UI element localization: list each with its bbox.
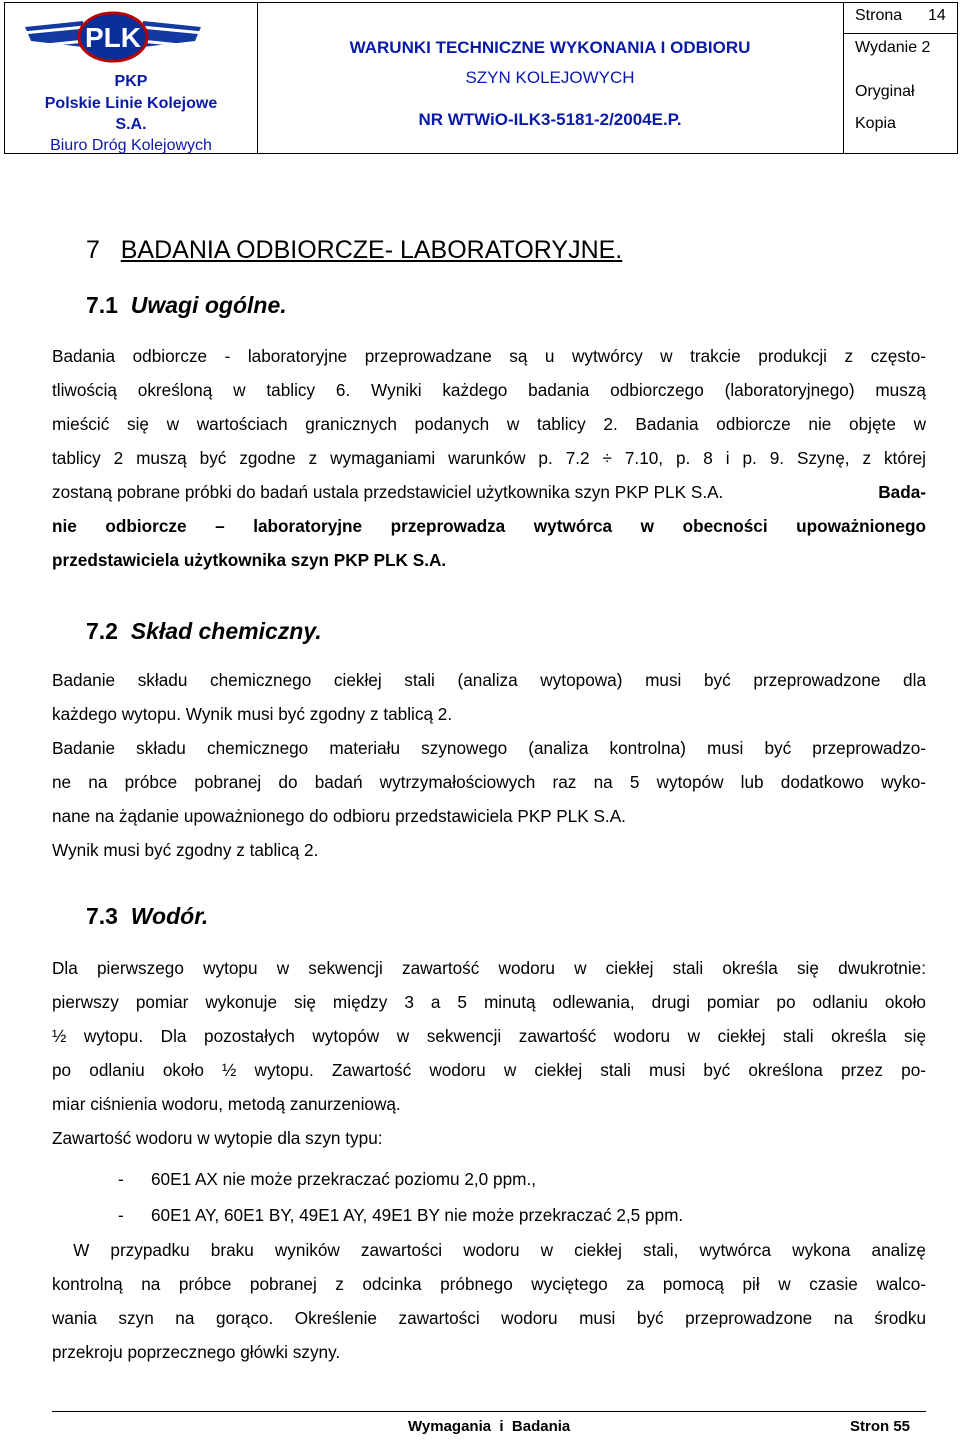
list-item-text: 60E1 AX nie może przekraczać poziomu 2,0 ppm., (151, 1169, 537, 1189)
header-title-cell (257, 3, 844, 153)
section-7-2-body (52, 663, 926, 867)
text-line: ½ wytopu. Dla pozostałych wytopów w sekwencji zawartość wodoru w ciekłej stali określa się (52, 1026, 926, 1046)
text-line-bold: nie odbiorcze – laboratoryjne przeprowadza wytwórca w obecności upoważnionego (52, 516, 926, 536)
org-unit: Biuro Dróg Kolejowych (50, 137, 212, 154)
section-7-2-heading (86, 618, 322, 645)
section-number: 7 (86, 236, 100, 264)
section-7-1-body (52, 339, 926, 577)
doc-title: WARUNKI TECHNICZNE WYKONANIA I ODBIORU (349, 38, 751, 57)
section-number: 7.2 (86, 618, 118, 644)
text-segment-bold: Bada- (878, 482, 926, 502)
header-page-cell (843, 3, 957, 153)
text-line: tablicy 2 muszą być zgodne z wymaganiami warunków p. 7.2 ÷ 7.10, p. 8 i p. 9. Szynę, z której (52, 448, 926, 468)
section-7-heading (86, 236, 622, 265)
footer-left: Wymagania i Badania (408, 1418, 571, 1435)
bullet-marker: - (118, 1205, 124, 1225)
text-line: ne na próbce pobranej do badań wytrzymałościowych raz na 5 wytopów lub dodatkowo wyko- (52, 772, 926, 792)
page-number: 14 (928, 7, 946, 24)
text-line: tliwością określoną w tablicy 6. Wyniki każdego badania odbiorczego (laboratoryjnego) muszą (52, 380, 926, 400)
page-label: Strona (855, 7, 903, 24)
list-item (118, 1169, 537, 1190)
footer-page-count: Stron 55 (850, 1418, 911, 1435)
section-title: Skład chemiczny. (130, 618, 322, 644)
footer-divider (52, 1411, 926, 1412)
text-line: pierwszy pomiar wykonuje się między 3 a 5 minutą odlewania, drugi pomiar po odlaniu około (52, 992, 926, 1012)
text-line (52, 475, 926, 509)
list-item (118, 1205, 684, 1226)
list-item-text: 60E1 AY, 60E1 BY, 49E1 AY, 49E1 BY nie może przekraczać 2,5 ppm. (151, 1205, 684, 1225)
doc-subject: SZYN KOLEJOWYCH (465, 68, 635, 87)
text-line: Badanie składu chemicznego ciekłej stali (analiza wytopowa) musi być przeprowadzone dla (52, 670, 926, 690)
section-title: Wodór. (130, 903, 209, 929)
section-7-3-heading (86, 903, 208, 930)
edition: Wydanie 2 (855, 39, 931, 56)
section-7-3-body-2 (52, 1233, 926, 1369)
text-line: Wynik musi być zgodny z tablicą 2. (52, 840, 319, 860)
org-name: Polskie Linie Kolejowe (44, 95, 218, 112)
section-number: 7.1 (86, 292, 118, 318)
text-line: Zawartość wodoru w wytopie dla szyn typu: (52, 1128, 383, 1148)
original-label: Oryginał (855, 83, 915, 100)
doc-number: NR WTWiO-ILK3-5181-2/2004E.P. (418, 110, 682, 129)
text-line: wania szyn na gorąco. Określenie zawartości wodoru musi być przeprowadzone na środku (52, 1308, 926, 1328)
text-line: po odlaniu około ½ wytopu. Zawartość wodoru w ciekłej stali musi być określona przez po- (52, 1060, 926, 1080)
section-7-3-body (52, 951, 926, 1155)
text-line-bold: przedstawiciela użytkownika szyn PKP PLK S.A. (52, 550, 447, 570)
plk-logo (23, 7, 203, 69)
text-line: Dla pierwszego wytopu w sekwencji zawartość wodoru w ciekłej stali określa się dwukrotnie: (52, 958, 926, 978)
logo-text: PLK (85, 22, 141, 53)
section-7-1-heading (86, 292, 287, 319)
text-line: miar ciśnienia wodoru, metodą zanurzeniową. (52, 1094, 401, 1114)
header-org-cell (5, 3, 258, 153)
org-short: PKP (114, 73, 148, 90)
bullet-marker: - (118, 1169, 124, 1189)
page-divider (843, 33, 957, 34)
text-line: przekroju poprzecznego główki szyny. (52, 1342, 341, 1362)
text-segment: zostaną pobrane próbki do badań ustala przedstawiciel użytkownika szyn PKP PLK S.A. (52, 482, 724, 502)
copy-label: Kopia (855, 115, 896, 132)
section-title: BADANIA ODBIORCZE- LABORATORYJNE. (120, 236, 623, 264)
text-line: nane na żądanie upoważnionego do odbioru przedstawiciela PKP PLK S.A. (52, 806, 626, 826)
text-line: Badanie składu chemicznego materiału szynowego (analiza kontrolna) musi być przeprowadzo- (52, 738, 926, 758)
section-number: 7.3 (86, 903, 118, 929)
document-header (4, 2, 958, 154)
text-line: mieścić się w wartościach granicznych podanych w tablicy 2. Badania odbiorcze nie objęte w (52, 414, 926, 434)
text-line: W przypadku braku wyników zawartości wodoru w ciekłej stali, wytwórca wykona analizę (52, 1240, 926, 1260)
org-sa: S.A. (115, 116, 147, 133)
text-line: każdego wytopu. Wynik musi być zgodny z tablicą 2. (52, 704, 453, 724)
text-line: kontrolną na próbce pobranej z odcinka próbnego wyciętego za pomocą pił w czasie walco- (52, 1274, 926, 1294)
text-line: Badania odbiorcze - laboratoryjne przeprowadzane są u wytwórcy w trakcie produkcji z często- (52, 346, 926, 366)
section-title: Uwagi ogólne. (130, 292, 287, 318)
